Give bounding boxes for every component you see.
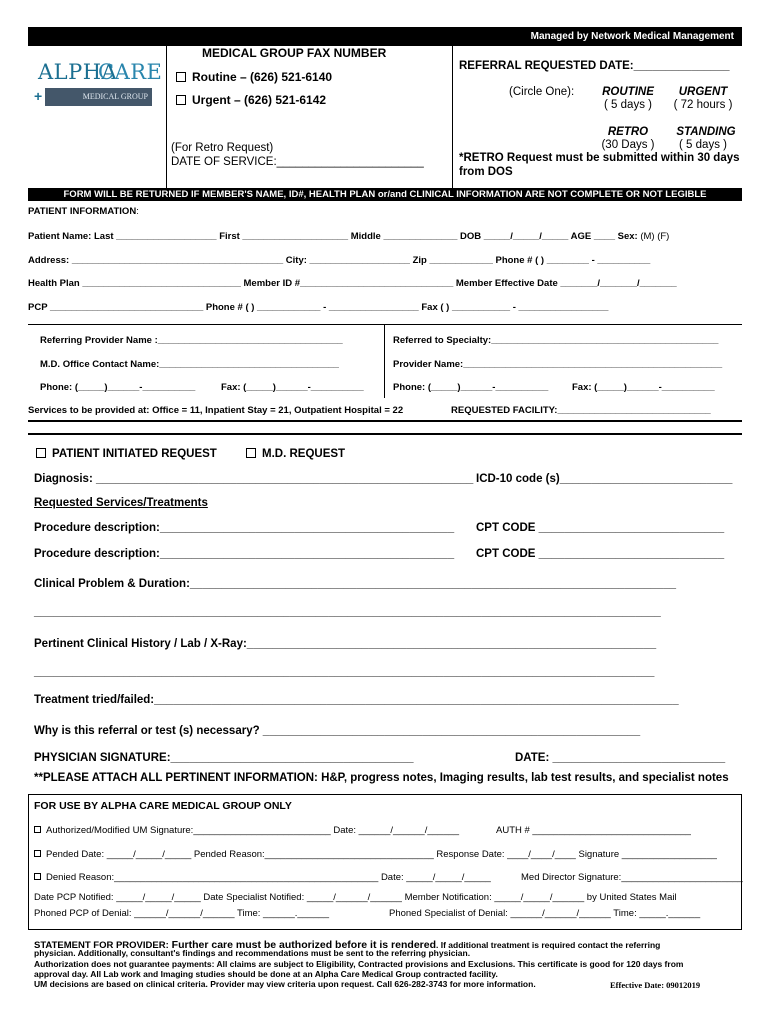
routine-option[interactable]: ROUTINE [602, 86, 654, 98]
urgent-fax-option[interactable] [176, 93, 326, 107]
provider-statement-line5: UM decisions are based on clinical criteria. Provider may view criteria upon request. Call 626-282-3743 for more information. [34, 979, 536, 989]
clinical-history-line-2[interactable]: _________________________________________________________________________________________________ [34, 666, 655, 678]
specialist-fax-field[interactable]: Fax: (_____)______-__________ [572, 382, 715, 393]
md-request-checkbox[interactable] [246, 448, 256, 458]
retro-notice-line2: from DOS [459, 166, 513, 178]
logo-brand-a: ALPHA [38, 60, 118, 84]
authorized-checkbox[interactable] [34, 826, 41, 833]
provider-name-field[interactable]: Provider Name:_________________________________________________ [393, 359, 723, 370]
pended-checkbox[interactable] [34, 850, 41, 857]
circle-one-label: (Circle One): [509, 86, 575, 98]
sex-options[interactable]: (M) (F) [640, 231, 670, 242]
patient-info-heading [28, 206, 139, 217]
warning-banner: FORM WILL BE RETURNED IF MEMBER'S NAME, ID#, HEALTH PLAN or/and CLINICAL INFORMATION ARE NOT COMPLETE OR NOT LEGIBLE [28, 188, 742, 201]
standing-days: ( 5 days ) [679, 139, 727, 151]
specialist-phone-field[interactable]: Phone: (_____)______-__________ [393, 382, 549, 393]
managed-by-text: Managed by Network Medical Management [530, 31, 734, 42]
patient-initiated-option[interactable] [36, 448, 217, 460]
phoned-pcp-field[interactable]: Phoned PCP of Denial: ______/______/______ Time: ______.______ [34, 908, 330, 919]
retro-request-note: (For Retro Request) [171, 142, 274, 154]
med-director-signature-field[interactable]: Med Director Signature:_______________________ [521, 872, 743, 883]
md-office-contact-field[interactable]: M.D. Office Contact Name:__________________________________ [40, 359, 339, 370]
request-top-divider-2 [28, 433, 742, 435]
logo-cross-icon: + [34, 88, 43, 104]
physician-date-field[interactable]: DATE: ___________________________ [515, 752, 726, 764]
header-divider-left [166, 46, 167, 188]
cpt-code-2[interactable]: CPT CODE _____________________________ [476, 548, 725, 560]
phoned-specialist-field[interactable]: Phoned Specialist of Denial: ______/______/______ Time: _____.______ [389, 908, 701, 919]
physician-signature-field[interactable]: PHYSICIAN SIGNATURE:______________________________________ [34, 752, 414, 764]
effective-date: Effective Date: 09012019 [610, 980, 701, 990]
requested-services-heading: Requested Services/Treatments [34, 497, 208, 509]
denied-checkbox[interactable] [34, 873, 41, 880]
header-divider-right [452, 46, 453, 188]
authorized-row[interactable] [34, 825, 459, 836]
pended-fields[interactable]: Pended Date: _____/_____/_____ Pended Reason:________________________________ Response Date: ____/____/____ Signature __________________ [46, 849, 717, 860]
retro-days: (30 Days ) [601, 139, 655, 151]
provider-top-divider [28, 324, 742, 325]
routine-checkbox[interactable] [176, 72, 186, 82]
provider-statement-line4: approval day. All Lab work and Imaging studies should be done at an Alpha Care Medical Group contracted facility. [34, 969, 498, 979]
urgent-checkbox[interactable] [176, 95, 186, 105]
cpt-code-1[interactable]: CPT CODE _____________________________ [476, 522, 725, 534]
header-bar [28, 27, 742, 46]
provider-statement-line2: physician. Additionally, consultant's findings and recommendations must be sent to the referring physician. [34, 948, 471, 958]
logo-subtitle: MEDICAL GROUP [45, 88, 152, 106]
attach-info-note: **PLEASE ATTACH ALL PERTINENT INFORMATION: H&P, progress notes, Imaging results, lab test results, and specialist notes [34, 772, 729, 784]
address-row[interactable]: Address: ________________________________________ City: ___________________ Zip ____________ Phone # ( ) ________ - __________ [28, 255, 651, 266]
services-location-legend: Services to be provided at: Office = 11, Inpatient Stay = 21, Outpatient Hospital = 22 [28, 405, 404, 416]
urgent-option[interactable]: URGENT [678, 86, 728, 98]
clinical-history-field[interactable]: Pertinent Clinical History / Lab / X-Ray:________________________________________________________________ [34, 638, 657, 650]
retro-option[interactable]: RETRO [607, 126, 649, 138]
referral-requested-date-field[interactable]: REFERRAL REQUESTED DATE:_______________ [459, 60, 730, 72]
routine-days: ( 5 days ) [604, 99, 652, 111]
procedure-description-1[interactable]: Procedure description:______________________________________________ [34, 522, 455, 534]
referring-phone-field[interactable]: Phone: (_____)______-__________ [40, 382, 196, 393]
urgent-fax-label: Urgent – (626) 521-6142 [192, 93, 327, 107]
provider-statement-line3: Authorization does not guarantee payments: All claims are subject to Eligibility, Contracted provisions and Exclusions. This certificate is good for 120 days from [34, 959, 684, 969]
routine-fax-option[interactable] [176, 70, 332, 84]
patient-info-heading-text: PATIENT INFORMATION [28, 206, 137, 217]
pended-row[interactable] [34, 849, 717, 860]
diagnosis-field[interactable]: Diagnosis: ___________________________________________________________ [34, 473, 474, 485]
clinical-problem-field[interactable]: Clinical Problem & Duration:____________________________________________________________________________ [34, 578, 676, 590]
fax-title: MEDICAL GROUP FAX NUMBER [202, 46, 387, 60]
denied-row[interactable] [34, 872, 491, 883]
authorized-fields[interactable]: Authorized/Modified UM Signature:__________________________ Date: ______/______/______ [46, 825, 460, 836]
standing-option[interactable]: STANDING [676, 126, 736, 138]
pcp-row[interactable]: PCP _____________________________ Phone # ( ) ____________ - _________________ Fax ( ) ___________ - _________________ [28, 302, 609, 313]
denied-fields[interactable]: Denied Reason:__________________________________________________ Date: _____/_____/_____ [46, 872, 491, 883]
statement-rest: . If additional treatment is required contact the referring [436, 940, 661, 950]
icd10-field[interactable]: ICD-10 code (s)___________________________ [476, 473, 733, 485]
health-plan-row[interactable]: Health Plan ______________________________ Member ID #_____________________________ Member Effective Date _______/_______/_______ [28, 278, 677, 289]
patient-info-heading-colon: : [136, 206, 139, 217]
procedure-description-2[interactable]: Procedure description:______________________________________________ [34, 548, 455, 560]
referring-provider-field[interactable]: Referring Provider Name :___________________________________ [40, 335, 343, 346]
referred-specialty-field[interactable]: Referred to Specialty:___________________________________________ [393, 335, 719, 346]
request-top-divider [28, 420, 742, 422]
office-use-title: FOR USE BY ALPHA CARE MEDICAL GROUP ONLY [34, 800, 292, 812]
md-request-option[interactable] [246, 448, 345, 460]
treatment-tried-field[interactable]: Treatment tried/failed:__________________________________________________________________________________ [34, 694, 679, 706]
statement-label: STATEMENT FOR PROVIDER: [34, 940, 169, 951]
urgent-hours: ( 72 hours ) [673, 99, 733, 111]
requested-facility-field[interactable]: REQUESTED FACILITY:_____________________________ [451, 405, 711, 416]
patient-initiated-label: PATIENT INITIATED REQUEST [52, 448, 217, 460]
patient-name-row[interactable] [28, 231, 669, 242]
md-request-label: M.D. REQUEST [262, 448, 346, 460]
statement-emphasis: Further care must be authorized before it is rendered [168, 939, 436, 951]
notification-dates-row[interactable]: Date PCP Notified: _____/_____/_____ Date Specialist Notified: _____/______/______ Member Notification: _____/_____/______ by United States Mail [34, 892, 677, 903]
referring-fax-field[interactable]: Fax: (_____)______-__________ [221, 382, 364, 393]
referral-reason-field[interactable]: Why is this referral or test (s) necessary? ___________________________________________________________ [34, 725, 641, 737]
patient-name-fields[interactable]: Patient Name: Last ___________________ First ____________________ Middle ______________ DOB _____/_____/_____ AGE ____ Sex: [28, 231, 641, 242]
provider-mid-divider [384, 324, 385, 398]
auth-number-field[interactable]: AUTH # ______________________________ [496, 825, 691, 836]
patient-initiated-checkbox[interactable] [36, 448, 46, 458]
retro-notice-line1: *RETRO Request must be submitted within 30 days [459, 152, 740, 164]
logo-brand-b: CARE [98, 60, 163, 84]
routine-fax-label: Routine – (626) 521-6140 [192, 70, 333, 84]
date-of-service-field[interactable]: DATE OF SERVICE:_______________________ [171, 156, 424, 168]
clinical-problem-line-2[interactable]: __________________________________________________________________________________________________ [34, 606, 661, 618]
